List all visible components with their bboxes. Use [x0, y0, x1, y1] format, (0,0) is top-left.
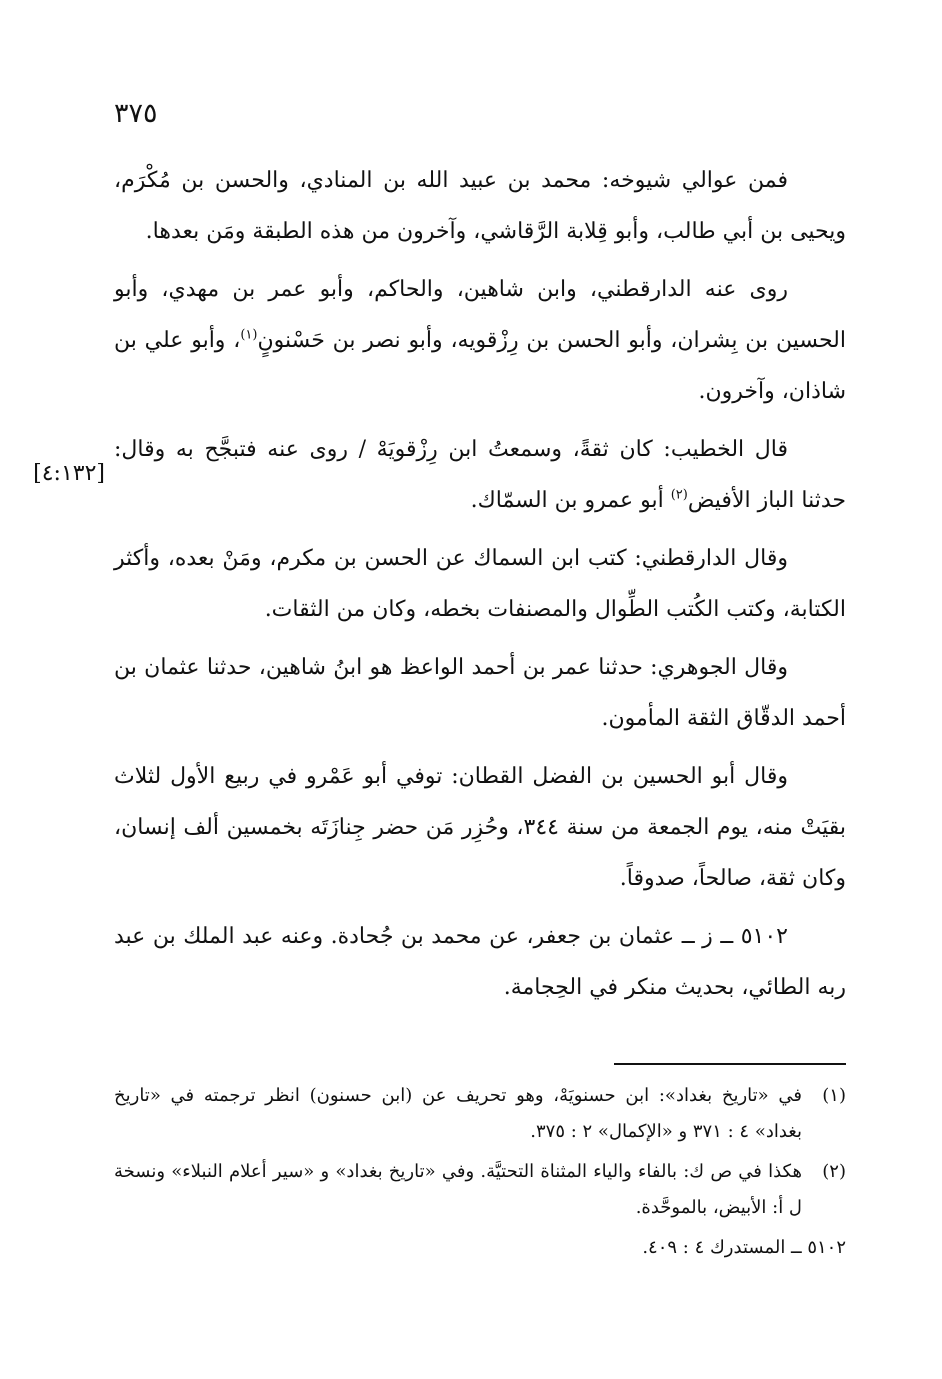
footnote-text: في «تاريخ بغداد»: ابن حسنويَهْ، وهو تحريف عن (ابن حسنون) انظر ترجمته في «تاريخ بغداد» ٤ : ٣٧١ و «الإكمال» ٢ : ٣٧٥.	[114, 1085, 802, 1142]
footnote-marker: (١)	[822, 1085, 846, 1106]
paragraph-entry-5102: ٥١٠٢ ــ ز ــ عثمان بن جعفر، عن محمد بن جُحادة. وعنه عبد الملك بن عبد ربه الطائي، بحديث منكر في الحِجامة.	[114, 924, 846, 1000]
main-text	[114, 155, 846, 1020]
footnote-divider	[614, 1063, 846, 1065]
text-span: قال الخطيب: كان ثقةً، وسمعتُ ابن رِزْقويَهْ / روى عنه فتبجَّح به وقال: حدثنا الباز الأفيض	[114, 437, 846, 513]
footnote-ref-1: (١)	[240, 327, 258, 343]
source-note: ٥١٠٢ ــ المستدرك ٤ : ٤٠٩.	[642, 1237, 846, 1258]
text-span: روى عنه الدارقطني، وابن شاهين، والحاكم، وأبو عمر بن مهدي، وأبو الحسين بن بِشران، وأبو الحسن بن رِزْقويه، وأبو نصر بن حَسْنونٍ	[114, 277, 847, 353]
paragraph-khatib	[114, 424, 846, 526]
footnote-text: هكذا في ص ك: بالفاء والياء المثناة التحتيَّة. وفي «تاريخ بغداد» و «سير أعلام النبلاء» ونسخة ل أ: الأبيض، بالموحَّدة.	[114, 1161, 802, 1218]
footnotes	[114, 1078, 846, 1270]
footnote-marker: (٢)	[822, 1161, 846, 1182]
footnote-2	[114, 1154, 846, 1226]
source-page-reference: [٤:١٣٢]	[33, 461, 105, 486]
paragraph-daraqutni: وقال الدارقطني: كتب ابن السماك عن الحسن بن مكرم، ومَنْ بعده، وأكثر الكتابة، وكتب الكُتب الطِّوال والمصنفات بخطه، وكان من الثقات.	[114, 546, 846, 622]
text-span: أبو عمرو بن السمّاك.	[470, 488, 671, 513]
paragraph-jawhari: وقال الجوهري: حدثنا عمر بن أحمد الواعظ هو ابنُ شاهين، حدثنا عثمان بن أحمد الدقّاق الثقة المأمون.	[114, 655, 846, 731]
text-span: ، وأبو علي بن شاذان، وآخرون.	[114, 328, 846, 404]
page-number: ٣٧٥	[114, 98, 158, 129]
paragraph-qattan: وقال أبو الحسين بن الفضل القطان: توفي أبو عَمْرو في ربيع الأول لثلاث بقيَتْ منه، يوم الجمعة من سنة ٣٤٤، وحُزِر مَن حضر جِنازَتَه بخمسين ألف إنسان، وكان ثقة، صالحاً، صدوقاً.	[114, 764, 846, 891]
paragraph-narrators	[114, 264, 846, 417]
paragraph-teachers: فمن عوالي شيوخه: محمد بن عبيد الله بن المنادي، والحسن بن مُكْرَم، ويحيى بن أبي طالب، وأبو قِلابة الرَّقاشي، وآخرون من هذه الطبقة ومَن بعدها.	[114, 168, 846, 244]
footnote-1	[114, 1078, 846, 1150]
footnote-ref-2: (٢)	[670, 487, 688, 503]
